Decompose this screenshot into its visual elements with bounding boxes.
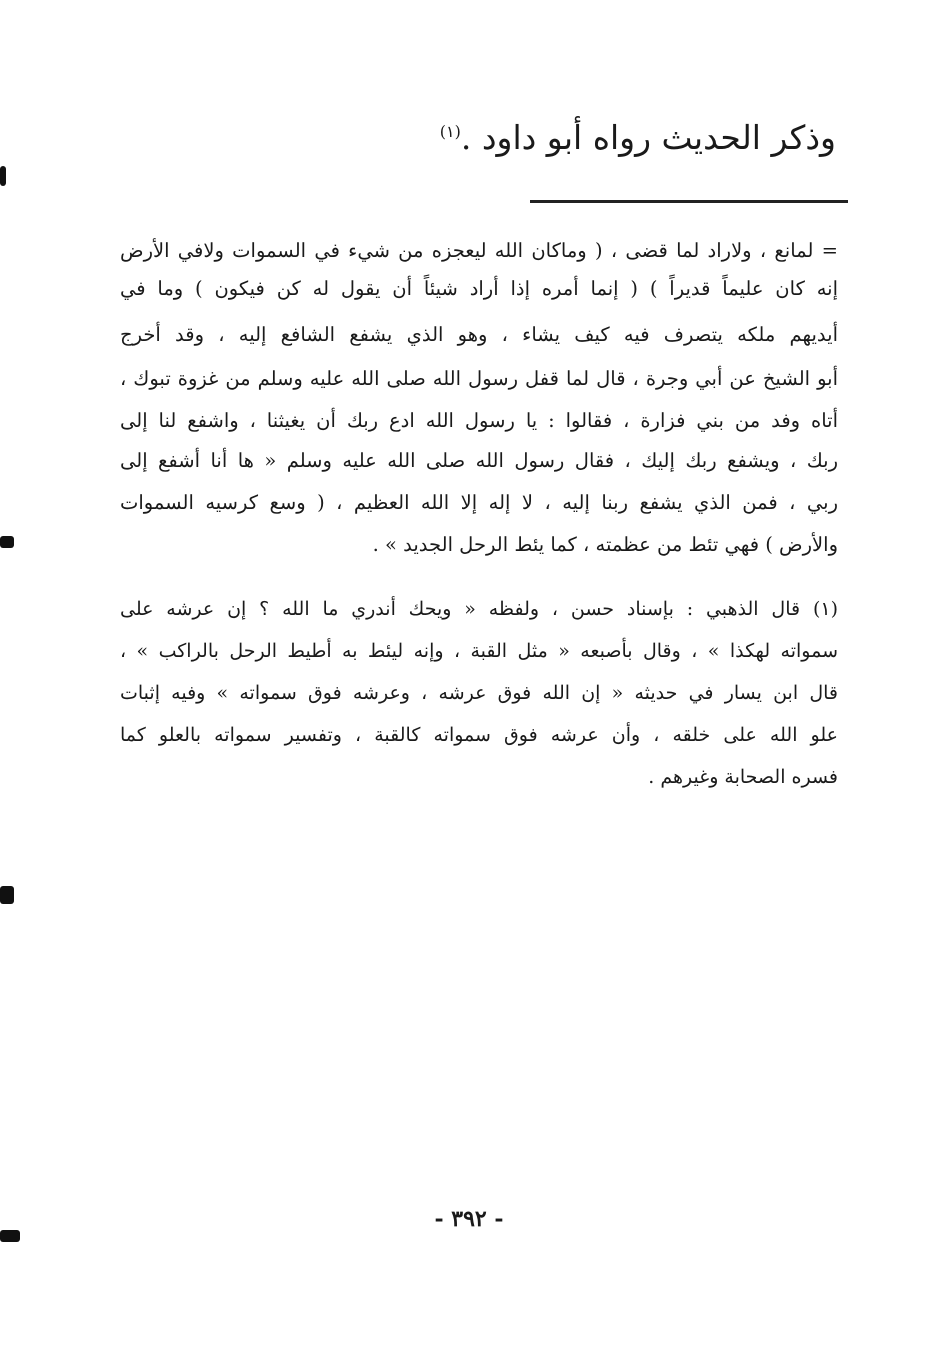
page-heading [236, 118, 836, 157]
scan-mark [0, 886, 14, 904]
scan-mark [0, 166, 6, 186]
footnote-line: فسره الصحابة وغيرهم . [648, 766, 838, 788]
main-text-line: أيديهم ملكه يتصرف فيه كيف يشاء ، وهو الذي يشفع الشافع إليه ، وقد أخرج [120, 323, 838, 346]
main-text-line: أتاه وفد من بني فزارة ، فقالوا : يا رسول الله ادع ربك أن يغيثنا ، واشفع لنا إلى [120, 409, 838, 432]
heading-text: وذكر الحديث رواه أبو داود . [460, 118, 836, 157]
footnote-line: سمواته لهكذا » ، وقال بأصبعه « مثل القبة ، وإنه ليئط به أطيط الرحل بالراكب » ، [120, 640, 838, 662]
main-text-line: والأرض ) فهي تئط من عظمته ، كما يئط الرحل الجديد » . [372, 533, 838, 556]
footnote-line: (١) قال الذهبي : بإسناد حسن ، ولفظه « ويحك أندري ما الله ؟ إن عرشه على [120, 598, 838, 620]
page-number: - ٣٩٢ - [434, 1206, 504, 1232]
main-text-line: = لمانع ، ولاراد لما قضى ، ( وماكان الله ليعجزه من شيء في السموات ولافي الأرض [120, 239, 838, 262]
footnote-line: علو الله على خلقه ، وأن عرشه فوق سمواته كالقبة ، وتفسير سمواته بالعلو كما [120, 724, 838, 746]
footnote-line: قال ابن يسار في حديثه « إن الله فوق عرشه ، وعرشه فوق سمواته » وفيه إثبات [120, 682, 838, 704]
main-text-line: ربي ، فمن الذي يشفع ربنا إليه ، لا إله إلا الله العظيم ، ( وسع كرسيه السموات [120, 491, 838, 514]
main-text-line: ربك ، ويشفع ربك إليك ، فقال رسول الله صلى الله عليه وسلم « ها أنا أشفع إلى [120, 449, 838, 472]
footnote-reference: (١) [439, 122, 461, 141]
separator-rule [530, 200, 848, 203]
main-text-line: أبو الشيخ عن أبي وجرة ، قال لما قفل رسول الله صلى الله عليه وسلم من غزوة تبوك ، [120, 367, 838, 390]
scan-mark [0, 536, 14, 548]
main-text-line: إنه كان عليماً قديراً ) ( إنما أمره إذا أراد شيئاً أن يقول له كن فيكون ) وما في [120, 277, 838, 300]
